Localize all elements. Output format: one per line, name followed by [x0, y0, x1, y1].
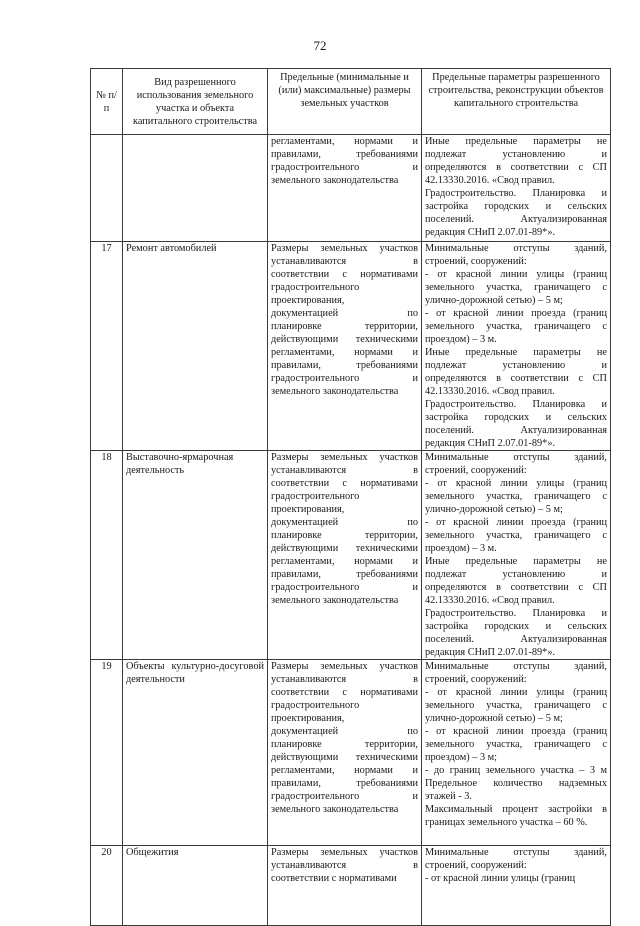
text-line: правилами, требованиями	[271, 149, 418, 160]
text-line: Иные предельные параметры не	[425, 556, 607, 567]
text-line: застройка городских и сельских	[425, 621, 607, 632]
text-line: градостроительного и	[271, 791, 418, 802]
construction-parameters	[422, 135, 611, 242]
text-line: строений, сооружений:	[425, 256, 527, 267]
text-line: подлежат установлению и	[425, 360, 607, 371]
text-line: регламентами, нормами и	[271, 136, 418, 147]
text-line: градостроительного	[271, 491, 360, 502]
text-line: соответствии с нормативами	[271, 687, 418, 698]
text-line: документацией по	[271, 308, 418, 319]
text-line: определяются в соответствии с СП	[425, 373, 607, 384]
text-line: земельного участка, граничащего с	[425, 530, 607, 541]
row-number: 18	[91, 451, 123, 660]
text-line: Иные предельные параметры не	[425, 136, 607, 147]
text-line: проездом) – 3 м;	[425, 752, 498, 763]
construction-parameters	[422, 242, 611, 451]
plot-size-limits	[268, 242, 422, 451]
text-line: застройка городских и сельских	[425, 201, 607, 212]
construction-parameters	[422, 846, 611, 926]
text-line: правилами, требованиями	[271, 360, 418, 371]
text-line: - от красной линии улицы (границ	[425, 269, 607, 280]
text-line: поселений. Актуализированная	[425, 425, 607, 436]
header-use: Вид разрешенного использования земельного участка и объекта капитального строительства	[123, 69, 268, 135]
text-line: земельного участка, граничащего с	[425, 282, 607, 293]
text-line: действующими техническими	[271, 334, 418, 345]
text-line: определяются в соответствии с СП	[425, 162, 607, 173]
text-line: проектирования,	[271, 295, 345, 306]
text-line: Градостроительство. Планировка и	[425, 399, 607, 410]
text-line: соответствии с нормативами	[271, 269, 418, 280]
text-line: правилами, требованиями	[271, 569, 418, 580]
text-line: Минимальные отступы зданий,	[425, 847, 607, 858]
regulations-table	[90, 68, 611, 926]
text-line: проектирования,	[271, 713, 345, 724]
text-line: 42.13330.2016. «Свод правил.	[425, 595, 555, 606]
text-line: границах земельного участка – 60 %.	[425, 817, 588, 828]
text-line: земельного участка, граничащего с	[425, 321, 607, 332]
land-use-type: Объекты культурно-досуговой деятельности	[123, 660, 268, 846]
text-line: Иные предельные параметры не	[425, 347, 607, 358]
text-line: градостроительного	[271, 282, 360, 293]
text-line: редакция СНиП 2.07.01-89*».	[425, 647, 556, 658]
text-line: Минимальные отступы зданий,	[425, 661, 607, 672]
text-line: соответствии с нормативами	[271, 873, 397, 884]
text-line: земельного законодательства	[271, 175, 399, 186]
land-use-type	[123, 135, 268, 242]
plot-size-limits	[268, 135, 422, 242]
text-line: поселений. Актуализированная	[425, 214, 607, 225]
text-line: градостроительного и	[271, 373, 418, 384]
table-row	[91, 135, 611, 242]
text-line: - от красной линии улицы (границ	[425, 687, 607, 698]
text-line: Размеры земельных участков	[271, 452, 418, 463]
text-line: земельного законодательства	[271, 804, 399, 815]
table-row	[91, 451, 611, 660]
text-line: Максимальный процент застройки в	[425, 804, 607, 815]
text-line: Градостроительство. Планировка и	[425, 608, 607, 619]
text-line: застройка городских и сельских	[425, 412, 607, 423]
text-line: определяются в соответствии с СП	[425, 582, 607, 593]
land-use-type: Ремонт автомобилей	[123, 242, 268, 451]
text-line: подлежат установлению и	[425, 569, 607, 580]
table-row	[91, 846, 611, 926]
text-line: земельного участка, граничащего с	[425, 700, 607, 711]
text-line: планировке территории,	[271, 530, 418, 541]
text-line: градостроительного и	[271, 582, 418, 593]
text-line: градостроительного и	[271, 162, 418, 173]
text-line: улично-дорожной сетью) – 5 м;	[425, 295, 563, 306]
header-params: Предельные параметры разрешенного строительства, реконструкции объектов капитального строительства	[422, 69, 611, 135]
text-line: проездом) – 3 м.	[425, 334, 497, 345]
text-line: устанавливаются в	[271, 860, 418, 871]
plot-size-limits	[268, 660, 422, 846]
text-line: Размеры земельных участков	[271, 847, 418, 858]
text-line: планировке территории,	[271, 321, 418, 332]
text-line: Предельное количество надземных	[425, 778, 607, 789]
text-line: - от красной линии проезда (границ	[425, 308, 607, 319]
text-line: земельного законодательства	[271, 386, 399, 397]
text-line: - до границ земельного участка – 3 м	[425, 765, 607, 776]
text-line: 42.13330.2016. «Свод правил.	[425, 386, 555, 397]
text-line: подлежат установлению и	[425, 149, 607, 160]
text-line: соответствии с нормативами	[271, 478, 418, 489]
text-line: редакция СНиП 2.07.01-89*».	[425, 438, 556, 449]
text-line: градостроительного	[271, 700, 360, 711]
text-line: Минимальные отступы зданий,	[425, 452, 607, 463]
text-line: Минимальные отступы зданий,	[425, 243, 607, 254]
text-line: - от красной линии проезда (границ	[425, 726, 607, 737]
row-number: 20	[91, 846, 123, 926]
land-use-type: Общежития	[123, 846, 268, 926]
text-line: строений, сооружений:	[425, 465, 527, 476]
text-line: регламентами, нормами и	[271, 765, 418, 776]
text-line: земельного законодательства	[271, 595, 399, 606]
text-line: этажей - 3.	[425, 791, 472, 802]
row-number: 19	[91, 660, 123, 846]
text-line: - от красной линии улицы (границ	[425, 478, 607, 489]
text-line: планировке территории,	[271, 739, 418, 750]
text-line: устанавливаются в	[271, 256, 418, 267]
land-use-type: Выставочно-ярмарочная деятельность	[123, 451, 268, 660]
text-line: земельного участка, граничащего с	[425, 739, 607, 750]
text-line: Размеры земельных участков	[271, 243, 418, 254]
text-line: устанавливаются в	[271, 674, 418, 685]
table-header-row	[91, 69, 611, 135]
text-line: редакция СНиП 2.07.01-89*».	[425, 227, 556, 238]
text-line: строений, сооружений:	[425, 674, 527, 685]
construction-parameters	[422, 451, 611, 660]
plot-size-limits	[268, 451, 422, 660]
table-row	[91, 660, 611, 846]
text-line: действующими техническими	[271, 543, 418, 554]
text-line: улично-дорожной сетью) – 5 м;	[425, 504, 563, 515]
construction-parameters	[422, 660, 611, 846]
header-size: Предельные (минимальные и (или) максимальные) размеры земельных участков	[268, 69, 422, 135]
text-line: улично-дорожной сетью) – 5 м;	[425, 713, 563, 724]
text-line: документацией по	[271, 517, 418, 528]
text-line: Размеры земельных участков	[271, 661, 418, 672]
text-line: правилами, требованиями	[271, 778, 418, 789]
text-line: - от красной линии улицы (границ	[425, 873, 576, 884]
row-number: 17	[91, 242, 123, 451]
text-line: Градостроительство. Планировка и	[425, 188, 607, 199]
plot-size-limits	[268, 846, 422, 926]
text-line: устанавливаются в	[271, 465, 418, 476]
text-line: 42.13330.2016. «Свод правил.	[425, 175, 555, 186]
text-line: документацией по	[271, 726, 418, 737]
text-line: проездом) – 3 м.	[425, 543, 497, 554]
text-line: проектирования,	[271, 504, 345, 515]
text-line: земельного участка, граничащего с	[425, 491, 607, 502]
text-line: строений, сооружений:	[425, 860, 527, 871]
row-number	[91, 135, 123, 242]
text-line: регламентами, нормами и	[271, 347, 418, 358]
text-line: регламентами, нормами и	[271, 556, 418, 567]
text-line: - от красной линии проезда (границ	[425, 517, 607, 528]
header-num: № п/п	[91, 69, 123, 135]
text-line: поселений. Актуализированная	[425, 634, 607, 645]
table-row	[91, 242, 611, 451]
text-line: действующими техническими	[271, 752, 418, 763]
page-number: 72	[313, 38, 327, 53]
